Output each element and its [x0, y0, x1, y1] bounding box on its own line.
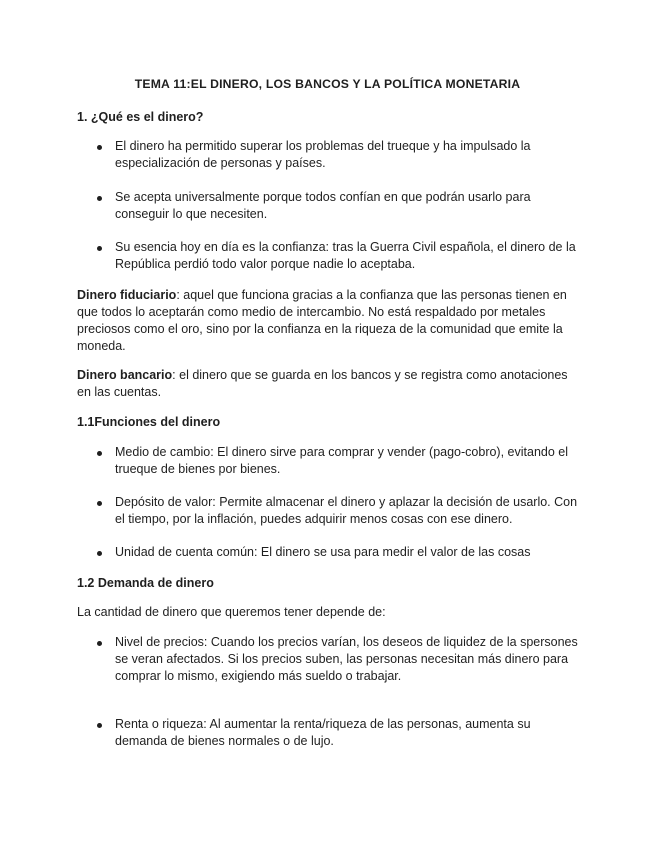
section-1-2-heading: 1.2 Demanda de dinero: [77, 576, 214, 590]
bancario-text: : el dinero que se guarda en los bancos y se registra como anotaciones en las cuentas.: [77, 368, 568, 399]
s12-bullet-2: Renta o riqueza: Al aumentar la renta/riqueza de las personas, aumenta su demanda de bienes normales o de lujo.: [115, 717, 531, 748]
demanda-intro: La cantidad de dinero que queremos tener depende de:: [77, 605, 386, 619]
fiduciario-term: Dinero fiduciario: [77, 288, 177, 302]
section-1-1-heading: 1.1Funciones del dinero: [77, 415, 221, 429]
bullet-dot-icon: [97, 641, 102, 646]
bullet-dot-icon: [97, 551, 102, 556]
s1-bullet-1: El dinero ha permitido superar los problemas del trueque y ha impulsado la especialización de personas y países.: [115, 139, 531, 170]
s11-bullet-3: Unidad de cuenta común: El dinero se usa para medir el valor de las cosas: [115, 545, 531, 559]
bullet-dot-icon: [97, 196, 102, 201]
bullet-dot-icon: [97, 501, 102, 506]
section-1-heading: 1. ¿Qué es el dinero?: [77, 110, 204, 124]
bullet-dot-icon: [97, 246, 102, 251]
bullet-dot-icon: [97, 723, 102, 728]
bullet-dot-icon: [97, 451, 102, 456]
fiduciario-paragraph: [77, 287, 582, 355]
s11-bullet-2: Depósito de valor: Permite almacenar el dinero y aplazar la decisión de usarlo. Con el tiempo, por la inflación, puedes adquirir menos cosas con ese dinero.: [115, 495, 578, 526]
bullet-dot-icon: [97, 145, 102, 150]
s1-bullet-2: Se acepta universalmente porque todos confían en que podrán usarlo para conseguir lo que necesiten.: [115, 190, 531, 221]
bancario-term: Dinero bancario: [77, 368, 173, 382]
document-title: TEMA 11:EL DINERO, LOS BANCOS Y LA POLÍTICA MONETARIA: [134, 77, 521, 91]
bancario-paragraph: [77, 367, 582, 401]
s1-bullet-3: Su esencia hoy en día es la confianza: tras la Guerra Civil española, el dinero de la República perdió todo valor porque nadie lo aceptaba.: [115, 240, 576, 271]
fiduciario-text: : aquel que funciona gracias a la confianza que las personas tienen en que todos lo aceptarán como medio de intercambio. No está respaldado por metales preciosos como el oro, sino por la confianza en la riqueza de la comunidad que emite la moneda.: [77, 288, 567, 353]
s11-bullet-1: Medio de cambio: El dinero sirve para comprar y vender (pago-cobro), evitando el trueque de bienes por bienes.: [115, 445, 569, 476]
s12-bullet-1: Nivel de precios: Cuando los precios varían, los deseos de liquidez de la spersones se veran afectados. Si los precios suben, las personas necesitan más dinero para comprar lo mismo, exigiendo más sueldo o trabajar.: [115, 635, 578, 683]
